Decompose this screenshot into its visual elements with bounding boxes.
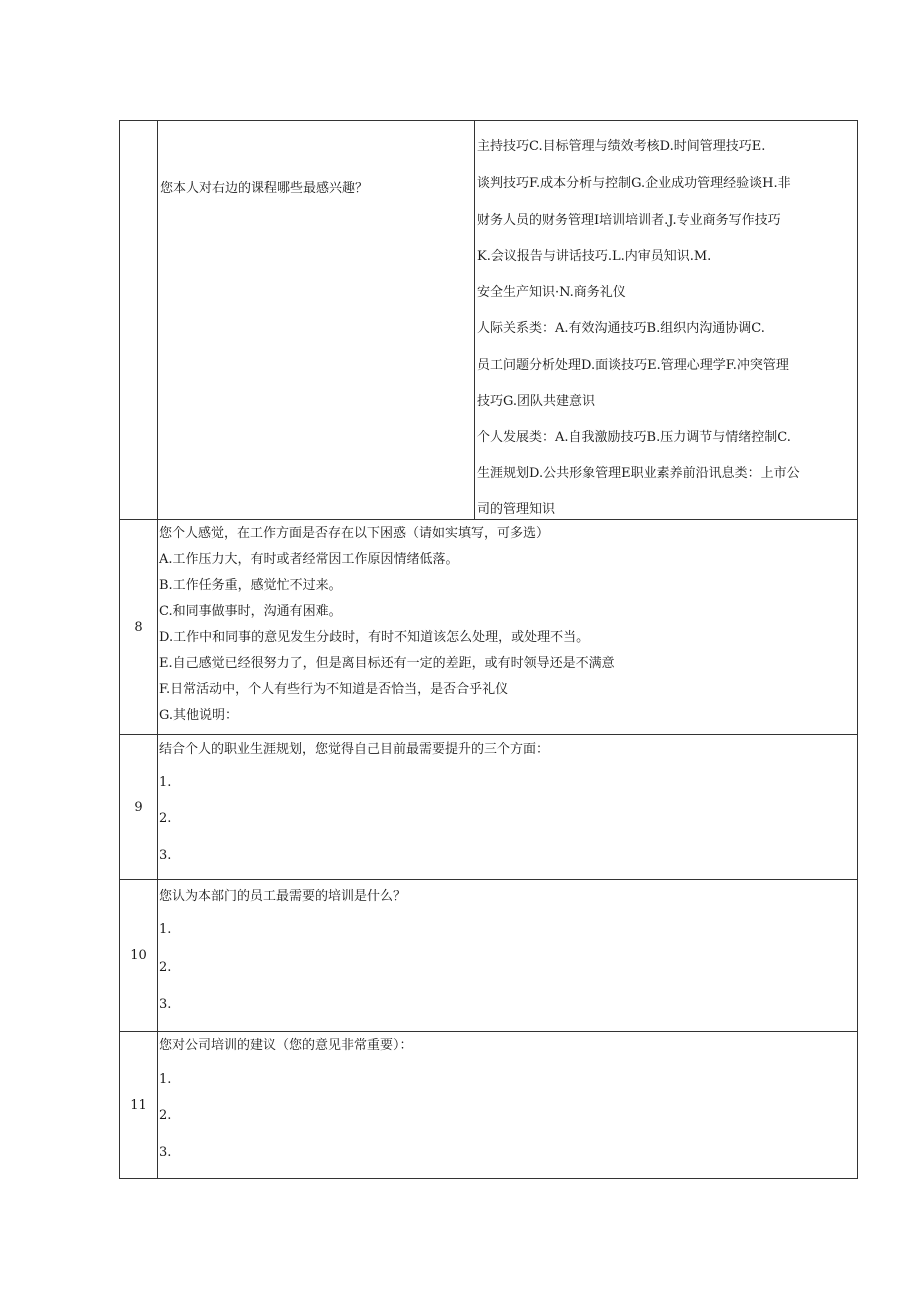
answer-line: 1. [159,775,172,790]
choice-line: F.日常活动中，个人有些行为不知道是否恰当，是否合乎礼仪 [159,682,509,697]
row-number: 9 [120,735,158,879]
choice-line: G.其他说明： [159,708,239,723]
row-number: 8 [120,520,158,734]
answer-line: 2. [159,960,172,975]
table-row-10 [119,879,858,1032]
option-line: 司的管理知识 [477,502,556,517]
table-row-11 [119,1031,858,1179]
choice-line: C.和同事做事时，沟通有困难。 [159,604,342,619]
table-row-8 [119,519,858,735]
row-number: 11 [120,1032,158,1178]
question-cell [158,520,857,734]
option-line: 个人发展类：A.自我激励技巧B.压力调节与情绪控制C. [477,430,791,445]
option-line: 主持技巧C.目标管理与绩效考核D.时间管理技巧E. [477,139,766,154]
row-number [120,121,158,519]
option-line: 技巧G.团队共建意识 [477,394,596,409]
answer-line: 2. [159,1108,172,1123]
question-cell [158,735,857,879]
option-line: 员工问题分析处理D.面谈技巧E.管理心理学F.冲突管理 [477,358,789,373]
question-cell [158,880,857,1031]
answer-line: 3. [159,1145,172,1160]
question-text: 您对公司培训的建议（您的意见非常重要）： [159,1038,413,1053]
course-options-cell [475,121,857,519]
row-number: 10 [120,880,158,1031]
option-line: 生涯规划D.公共形象管理E职业素养前沿讯息类：上市公 [477,466,800,481]
answer-line: 2. [159,811,172,826]
question-text: 您个人感觉，在工作方面是否存在以下困惑（请如实填写，可多选） [159,526,550,541]
answer-line: 1. [159,1072,172,1087]
table-row-7 [119,120,858,520]
option-line: 财务人员的财务管理I培训培训者.J.专业商务写作技巧 [477,213,781,228]
choice-line: D.工作中和同事的意见发生分歧时，有时不知道该怎么处理，或处理不当。 [159,630,590,645]
option-line: 安全生产知识·N.商务礼仪 [477,285,626,300]
option-line: 人际关系类：A.有效沟通技巧B.组织内沟通协调C. [477,321,765,336]
choice-line: B.工作任务重，感觉忙不过来。 [159,578,342,593]
answer-line: 3. [159,848,172,863]
question-cell [158,121,475,519]
question-text: 您认为本部门的员工最需要的培训是什么？ [159,889,407,904]
option-line: 谈判技巧F.成本分析与控制G.企业成功管理经验谈H.非 [477,176,791,191]
choice-line: E.自己感觉已经很努力了，但是离目标还有一定的差距，或有时领导还是不满意 [159,656,615,671]
option-line: K.会议报告与讲话技巧.L.内审员知识.M. [477,249,712,264]
question-text: 结合个人的职业生涯规划，您觉得自己目前最需要提升的三个方面： [159,742,550,757]
answer-line: 3. [159,997,172,1012]
question-cell [158,1032,857,1178]
choice-line: A.工作压力大，有时或者经常因工作原因情绪低落。 [159,552,459,567]
question-text: 您本人对右边的课程哪些最感兴趣？ [160,181,369,196]
answer-line: 1. [159,922,172,937]
table-row-9 [119,734,858,880]
